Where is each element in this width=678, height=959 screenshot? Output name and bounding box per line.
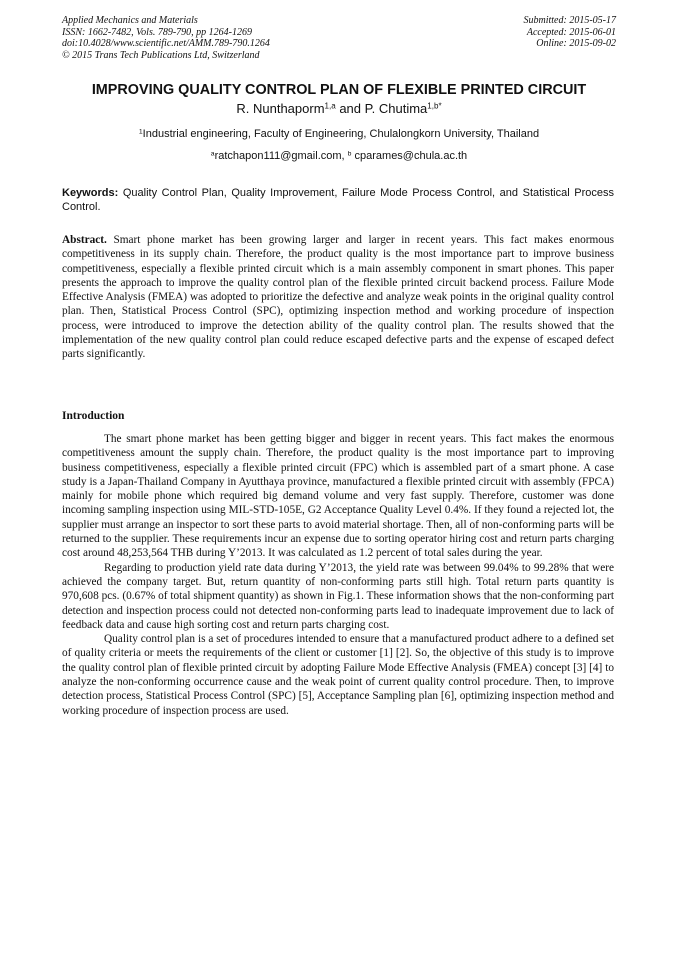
journal-doi: doi:10.4028/www.scientific.net/AMM.789-790.1264 — [62, 38, 270, 49]
author-conjunction: and — [335, 101, 365, 116]
introduction-heading: Introduction — [62, 410, 125, 422]
paper-title: IMPROVING QUALITY CONTROL PLAN OF FLEXIBLE PRINTED CIRCUIT — [91, 82, 587, 98]
author-line — [40, 101, 638, 116]
journal-name: Applied Mechanics and Materials — [62, 15, 198, 26]
accepted-date: Accepted: 2015-06-01 — [526, 26, 616, 38]
submission-dates — [524, 15, 617, 50]
journal-info — [62, 15, 270, 61]
email-mark: a — [210, 150, 215, 158]
affiliation-text: Industrial engineering, Faculty of Engineering, Chulalongkorn University, Thailand — [142, 128, 540, 140]
keywords-label: Keywords: — [62, 187, 119, 199]
paragraph: The smart phone market has been getting bigger and bigger in recent years. This fact makes the enormous competitiveness amount the supply chain. Therefore, the product quality is the most importance part to improving business competitiveness, especially a flexible printed circuit (FPC) which is assembled part of a smart phone. A case study is a Japan-Thailand Company in Ayutthaya province, manufactured a flexible printed circuit with assembly (FPCA) mainly for mobile phone which required big demand volume and very fast supply. Therefore, customer was done incoming sampling inspection using MIL-STD-105E, G2 Acceptance Quality Level 0.4%. If they found a rejected lot, the supplier must arrange an inspector to sort these parts to avoid material shortage. Then, all of non-conforming parts will be returned to the supplier. These requirements incur an expense due to sorting operator hiring cost and return parts charging cost around 48,253,564 THB during Y’2013. It was calculated as 1.2 percent of total sales during the year. — [62, 433, 614, 560]
email-address: cparames@chula.ac.th — [351, 150, 468, 162]
author-affiliation-mark: 1,b* — [427, 101, 442, 111]
author-name: R. Nunthaporm — [236, 101, 325, 116]
affiliation — [40, 128, 638, 140]
journal-issn: ISSN: 1662-7482, Vols. 789-790, pp 1264-1269 — [62, 26, 252, 38]
keywords-text: Quality Control Plan, Quality Improvement, Failure Mode Process Control, and Statistical Process Control. — [62, 187, 614, 213]
submitted-date: Submitted: 2015-05-17 — [523, 15, 616, 26]
author-name: P. Chutima — [364, 101, 428, 116]
email-address: ratchapon111@gmail.com, — [214, 150, 348, 162]
introduction-body — [62, 432, 614, 718]
online-date: Online: 2015-09-02 — [536, 38, 616, 49]
abstract — [62, 233, 614, 362]
affiliation-mark: 1 — [138, 128, 143, 136]
author-emails — [40, 150, 638, 162]
abstract-label: Abstract. — [62, 234, 107, 246]
keywords — [62, 186, 614, 214]
journal-copyright: © 2015 Trans Tech Publications Ltd, Switzerland — [62, 49, 260, 61]
author-affiliation-mark: 1,a — [324, 101, 336, 111]
abstract-text: Smart phone market has been growing larger and larger in recent years. This fact makes enormous competitiveness in its supply chain. Therefore, the product quality is the most importance part to improve business competitiveness, especially a flexible printed circuit which is a main assembly component in smart phones. This paper presents the approach to improve the quality control plan of the flexible printed circuit backend process. Failure Mode Effective Analysis (FMEA) was adopted to prioritize the defective and analyze weak points in the original quality control plan. Then, Statistical Process Control (SPC), optimizing inspection method and working procedure of inspection process, were introduced to improve the detection ability of the quality control plan. The results showed that the implementation of the new quality control plan could reduce escaped defective parts and the expense of escaped defect parts significantly. — [62, 234, 614, 361]
paragraph: Quality control plan is a set of procedures intended to ensure that a manufactured product adhere to a defined set of quality criteria or meets the requirements of the client or customer [1] [2]. So, the objective of this study is to improve the quality control plan of flexible printed circuit by adopting Failure Mode Effective Analysis (FMEA) concept [3] [4] to analyze the non-conforming occurrence cause and the weak point of current quality control procedure. Then, to improve detection process, Statistical Process Control (SPC) [5], Acceptance Sampling plan [6], optimizing inspection method and working procedure of inspection process are used. — [62, 633, 614, 717]
email-mark: b — [347, 150, 352, 158]
paragraph: Regarding to production yield rate data during Y’2013, the yield rate was between 99.04% to 99.28% that were achieved the company target. But, return quantity of non-conforming parts still high. Total return parts quantity is 970,608 pcs. (0.67% of total shipment quantity) as shown in Fig.1. These information shows that the non-conforming part detection and inspection process could not detected non-conforming parts lead to inadequate improvement due to lack of feedback data and cause high sorting cost and return parts charging cost. — [62, 561, 614, 631]
